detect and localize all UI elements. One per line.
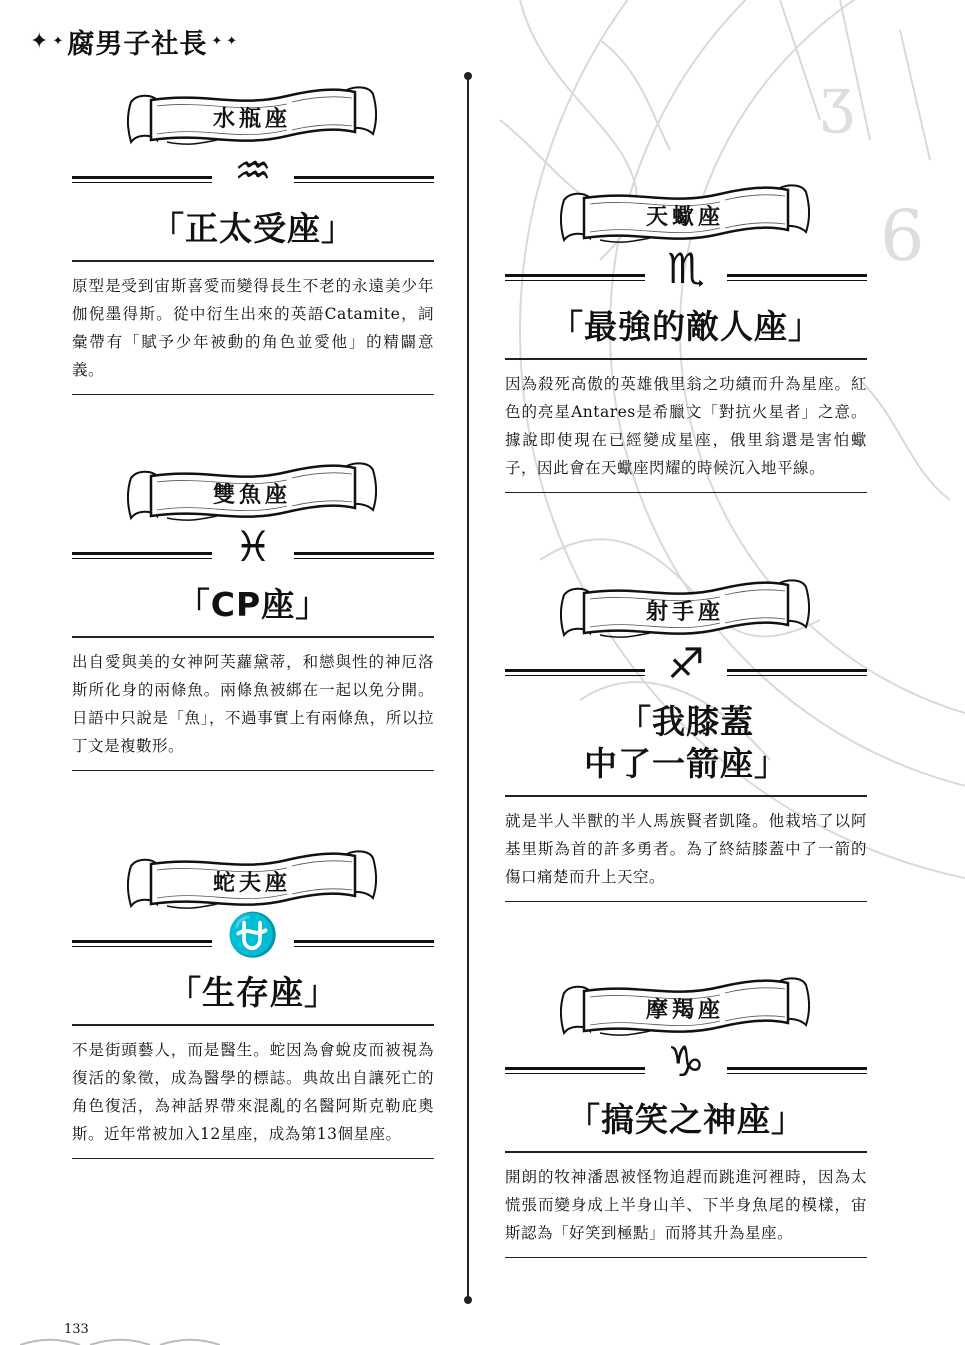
pisces-symbol-icon: ♓ [234,522,272,571]
double-rule-right [727,1067,867,1074]
rule-line [505,901,867,903]
sparkle-icon: ✦ [226,34,238,49]
double-rule-right [727,669,867,676]
sign-nickname [505,1099,867,1141]
sign-description: 不是街頭藝人，而是醫生。蛇因為會蛻皮而被視為復活的象徵，成為醫學的標誌。典故出自讓死亡的角色復活，為神話界帶來混亂的名醫阿斯克勒庇奧斯。近年常被加入12星座，成為第13個星座。 [72,1040,434,1143]
zodiac-entry-aquarius [72,84,434,395]
nickname-line: 「我膝蓋 [618,702,754,741]
double-rule-left [72,552,212,559]
rule-line [72,1158,434,1160]
sign-description: 原型是受到宙斯喜愛而變得長生不老的永遠美少年伽倪墨得斯。從中衍生出來的英語Catamite，詞彙帶有「賦予少年被動的角色並愛他」的精闢意義。 [72,276,434,379]
rule-line [505,795,867,797]
symbol-row [505,639,867,699]
symbol-row [72,522,434,582]
double-rule-left [505,1067,645,1074]
rule-line [72,1024,434,1026]
double-rule-left [72,176,212,183]
sign-name: 摩羯座 [645,997,724,1023]
nickname-line: 「生存座」 [168,973,338,1012]
sign-nickname [505,701,867,785]
sparkle-icon: ✦ [211,34,223,49]
rule-line [505,492,867,494]
scroll-banner [127,460,377,530]
rule-line [72,394,434,396]
sign-name: 雙魚座 [212,482,291,508]
double-rule-left [72,940,212,947]
ophiuchus-symbol-icon: ⛎ [226,910,280,959]
sign-name: 天蠍座 [645,204,724,230]
scroll-banner [127,84,377,154]
rule-line [72,770,434,772]
sign-nickname [72,584,434,626]
column-divider [467,76,469,1300]
sparkle-icon: ✦ [52,34,64,49]
svg-text:ʒ: ʒ [820,65,854,135]
scorpio-symbol-icon: ♏ [667,244,705,293]
scroll-banner [560,975,810,1045]
double-rule-right [294,176,434,183]
symbol-row [505,244,867,304]
sign-description: 開朗的牧神潘恩被怪物追趕而跳進河裡時，因為太慌張而變身成上半身山羊、下半身魚尾的模樣，宙斯認為「好笑到極點」而將其升為星座。 [505,1167,867,1242]
sign-nickname [72,208,434,250]
symbol-row [505,1037,867,1097]
svg-text:6: 6 [880,195,925,277]
sign-name: 蛇夫座 [212,870,291,896]
double-rule-left [505,274,645,281]
nickname-line: 「最強的敵人座」 [550,307,822,346]
double-rule-right [727,274,867,281]
sign-description: 就是半人半獸的半人馬族賢者凱隆。他栽培了以阿基里斯為首的許多勇者。為了終結膝蓋中了一箭的傷口痛楚而升上天空。 [505,811,867,886]
scroll-banner [560,577,810,647]
sparkle-icon: ✦ [30,28,49,54]
nickname-line: 中了一箭座」 [584,744,788,783]
sign-name: 射手座 [645,599,724,625]
double-rule-right [294,940,434,947]
aquarius-symbol-icon: ♒ [234,146,272,195]
rule-line [505,358,867,360]
sign-name: 水瓶座 [212,106,291,132]
footer-ornament [20,1336,220,1345]
rule-line [505,1257,867,1259]
zodiac-entry-sagittarius [505,577,867,902]
page-header [30,22,237,61]
nickname-line: 「正太受座」 [151,209,355,248]
page-number: 133 [64,1322,89,1337]
rule-line [72,636,434,638]
zodiac-entry-capricorn [505,975,867,1258]
sign-nickname [72,972,434,1014]
symbol-row [72,146,434,206]
double-rule-right [294,552,434,559]
nickname-line: 「搞笑之神座」 [567,1100,805,1139]
zodiac-entry-ophiuchus [72,848,434,1159]
rule-line [505,1151,867,1153]
scroll-banner [560,182,810,252]
chapter-title: 腐男子社長 [67,29,208,60]
sign-description: 因為殺死高傲的英雄俄里翁之功績而升為星座。紅色的亮星Antares是希臘文「對抗火星者」之意。據說即使現在已經變成星座，俄里翁還是害怕蠍子，因此會在天蠍座閃耀的時候沉入地平線。 [505,374,867,477]
zodiac-entry-scorpio [505,182,867,493]
rule-line [72,260,434,262]
scroll-banner [127,848,377,918]
sagittarius-symbol-icon: ♐ [667,639,705,688]
zodiac-entry-pisces [72,460,434,771]
sign-nickname [505,306,867,348]
symbol-row [72,910,434,970]
capricorn-symbol-icon: ♑ [667,1037,705,1086]
double-rule-left [505,669,645,676]
nickname-line: 「CP座」 [176,585,330,624]
sign-description: 出自愛與美的女神阿芙蘿黛蒂，和戀與性的神厄洛斯所化身的兩條魚。兩條魚被綁在一起以免分開。日語中只說是「魚」，不過事實上有兩條魚，所以拉丁文是複數形。 [72,652,434,755]
